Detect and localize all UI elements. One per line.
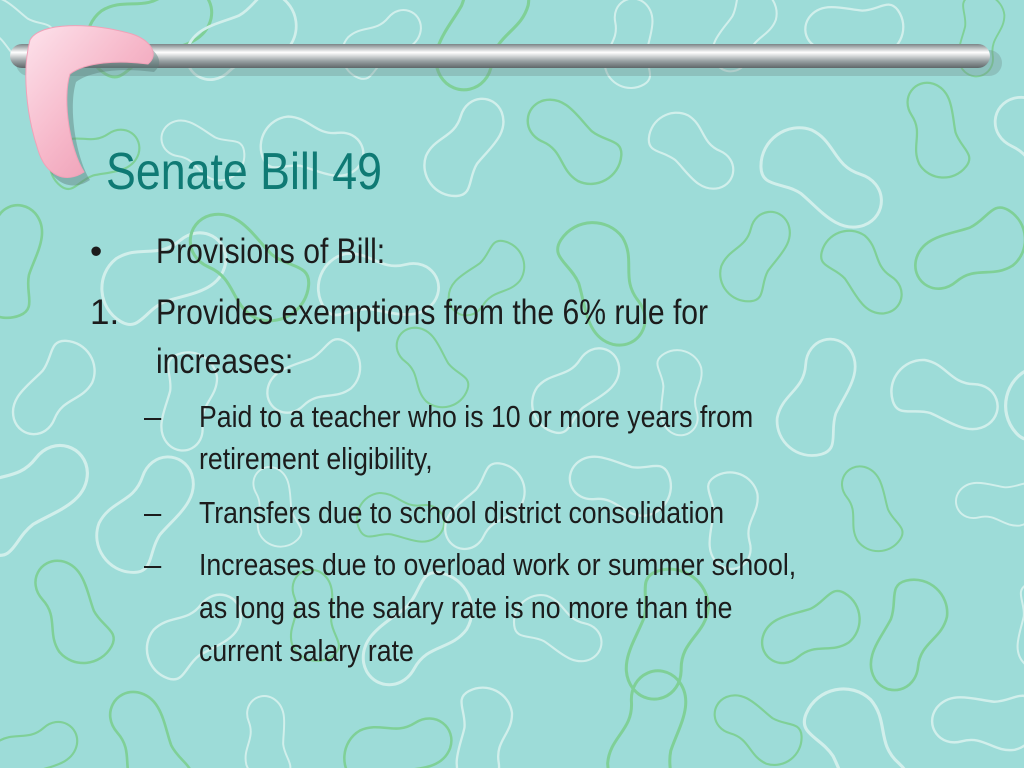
bullet-marker: •: [90, 232, 103, 271]
numbered-marker: 1.: [90, 293, 120, 332]
sub-item-line: Paid to a teacher who is 10 or more years from: [199, 399, 754, 434]
sub-item-line: Increases due to overload work or summer school,: [199, 547, 797, 582]
sub-item-line: current salary rate: [199, 633, 414, 668]
sub-item-line: retirement eligibility,: [199, 441, 433, 476]
dash-marker: –: [144, 547, 162, 582]
dash-marker: –: [144, 399, 162, 434]
numbered-item-line: Provides exemptions from the 6% rule for: [156, 293, 709, 332]
numbered-item-line: increases:: [156, 342, 294, 381]
sub-item-line: as long as the salary rate is no more than the: [199, 590, 733, 625]
slide-title: Senate Bill 49: [106, 143, 382, 201]
dash-marker: –: [144, 495, 162, 530]
sub-item-line: Transfers due to school district consolidation: [199, 495, 725, 530]
bullet-text: Provisions of Bill:: [156, 232, 386, 271]
